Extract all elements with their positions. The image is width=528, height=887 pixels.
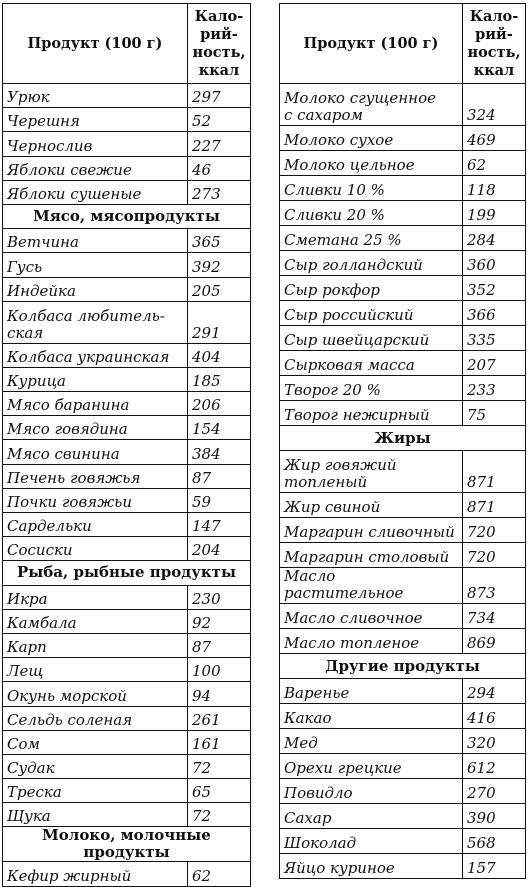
section-title: Мясо, мясопродукты [3,204,251,228]
product-name: Лещ [7,662,44,681]
calorie-value: 87 [188,464,251,488]
calorie-value: 469 [463,126,526,151]
calorie-value: 185 [188,367,251,391]
product-name: Мед [284,734,318,752]
table-row [3,682,251,706]
calorie-value: 734 [463,604,526,629]
product-name-cell [280,493,463,518]
product-column-header: Продукт (100 г) [3,4,188,84]
calorie-value: 72 [188,803,251,827]
table-row [3,156,251,180]
calorie-value: 284 [463,226,526,251]
table-row [280,543,526,568]
calorie-value: 871 [463,493,526,518]
calorie-value: 873 [463,568,526,604]
calorie-value: 157 [463,854,526,879]
product-column-header: Продукт (100 г) [280,4,463,84]
table-row [280,401,526,426]
section-header-row [280,426,526,451]
table-row [280,176,526,201]
table-row [3,277,251,301]
table-row [3,488,251,512]
product-name-cell [3,367,188,391]
table-row [280,351,526,376]
calorie-value: 404 [188,343,251,367]
product-name: Сахар [284,809,332,827]
product-name: Сыр российский [284,306,414,324]
calorie-value: 92 [188,609,251,633]
product-name: Гусь [7,257,43,276]
calorie-value: 273 [188,180,251,204]
product-name: Колбаса украинская [7,347,170,366]
product-name: ская [7,323,44,342]
table-row [3,803,251,827]
product-name: Повидло [284,784,353,802]
product-name: Урюк [7,88,50,107]
product-name: Сом [7,734,40,753]
product-name: Камбала [7,613,77,632]
product-name: Мясо баранина [7,396,130,415]
product-name: Масло растительное [284,567,404,602]
table-row [3,585,251,609]
table-row [3,343,251,367]
product-name-cell [3,392,188,416]
calorie-value: 206 [188,392,251,416]
product-name-cell [3,464,188,488]
calorie-value: 227 [188,132,251,156]
table-row [3,392,251,416]
product-name-cell [280,126,463,151]
section-header-row [3,204,251,228]
calorie-value: 118 [463,176,526,201]
product-name-cell [280,84,463,126]
product-name-cell [3,609,188,633]
product-name-cell [280,251,463,276]
product-name: Жир говяжий [284,456,397,474]
product-name-cell [3,156,188,180]
product-name: Печень говяжья [7,468,141,487]
product-name: Карп [7,638,47,657]
table-row [3,440,251,464]
table-row [280,754,526,779]
product-name: Варенье [284,684,350,702]
product-name: с сахаром [284,106,363,124]
table-row [280,226,526,251]
table-row [3,416,251,440]
product-name: Шоколад [284,834,357,852]
product-name-cell [3,132,188,156]
product-name: Сливки 10 % [284,181,385,199]
table-row [280,679,526,704]
product-name: Почки говяжьи [7,493,132,511]
product-name: Сосиски [7,541,73,560]
table-row [3,730,251,754]
product-name-cell [3,633,188,657]
calorie-value: 62 [463,151,526,176]
product-name-cell [280,226,463,251]
product-name: Масло сливочное [284,609,423,627]
product-name-cell [3,84,188,108]
calorie-value: 335 [463,326,526,351]
product-name-cell [3,253,188,277]
table-row [3,229,251,253]
product-name-cell [280,401,463,426]
table-row [280,201,526,226]
calorie-value: 147 [188,513,251,537]
product-name: Треска [7,783,62,802]
product-name: Окунь морской [7,686,127,705]
product-name: Творог 20 % [284,381,381,399]
product-name-cell [3,108,188,132]
calorie-value: 297 [188,84,251,108]
product-name-cell [280,376,463,401]
product-name-cell [280,276,463,301]
product-name-cell [280,729,463,754]
calorie-value: 869 [463,629,526,654]
calorie-value: 261 [188,706,251,730]
product-name: Молоко сгущенное [284,89,436,107]
product-name: Масло топленое [284,634,420,652]
product-name: Сыр швейцарский [284,331,430,349]
product-name-cell [280,568,463,604]
product-name-cell [3,537,188,561]
product-name: Мясо говядина [7,420,128,439]
product-name: Щука [7,807,51,826]
table-row [280,604,526,629]
product-name: Молоко сухое [284,131,394,149]
section-header-row [280,654,526,679]
product-name-cell [3,440,188,464]
table-row [3,779,251,803]
table-row [280,829,526,854]
product-name-cell [3,229,188,253]
section-title: Другие продукты [280,654,526,679]
product-name-cell [280,326,463,351]
product-name: Молоко цельное [284,156,415,174]
table-row [3,108,251,132]
product-name: Яйцо куриное [284,859,395,877]
product-name: Судак [7,759,55,778]
table-row [280,704,526,729]
table-row [280,151,526,176]
product-name: Яблоки свежие [7,160,132,179]
product-name-cell [3,180,188,204]
table-row [3,609,251,633]
table-row [280,84,526,126]
table-row [280,276,526,301]
section-title: Рыба, рыбные продукты [3,561,251,585]
product-name-cell [280,543,463,568]
table-row [280,326,526,351]
calorie-value: 294 [463,679,526,704]
product-name-cell [280,829,463,854]
product-name-cell [280,201,463,226]
product-name: Колбаса любитель- [7,306,165,325]
table-row [3,253,251,277]
product-name-cell [280,629,463,654]
table-row [280,451,526,493]
calorie-value: 87 [188,633,251,657]
product-name: Маргарин столовый [284,548,450,566]
product-name-cell [3,585,188,609]
calorie-value: 291 [188,301,251,343]
product-name: Орехи грецкие [284,759,402,777]
table-row [3,658,251,682]
calories-column-header: Кало- рий- ность, ккал [188,4,251,84]
product-name: Сыр голландский [284,256,423,274]
table-row [3,367,251,391]
table-row [280,854,526,879]
product-name-cell [3,754,188,778]
product-name-cell [3,488,188,512]
product-name-cell [3,513,188,537]
product-name-cell [280,176,463,201]
calorie-value: 320 [463,729,526,754]
product-name: топленый [284,473,368,491]
table-row [280,804,526,829]
section-header-row [3,827,251,862]
table-row [3,513,251,537]
section-title: Жиры [280,426,526,451]
product-name-cell [3,277,188,301]
table-header-row [280,4,526,84]
table-header-row [3,4,251,84]
calorie-value: 352 [463,276,526,301]
calorie-value: 204 [188,537,251,561]
calorie-value: 52 [188,108,251,132]
product-name: Ветчина [7,233,79,252]
calorie-value: 392 [188,253,251,277]
table-row [3,633,251,657]
calorie-value: 360 [463,251,526,276]
table-row [3,862,251,886]
product-name-cell [280,351,463,376]
calorie-value: 720 [463,518,526,543]
table-row [280,251,526,276]
calorie-value: 366 [463,301,526,326]
product-name: Маргарин сливочный [284,523,455,541]
product-name-cell [3,803,188,827]
product-name-cell [3,682,188,706]
calorie-value: 324 [463,84,526,126]
table-row [3,84,251,108]
calorie-value: 65 [188,779,251,803]
calorie-value: 154 [188,416,251,440]
product-name-cell [3,301,188,343]
product-name: Сливки 20 % [284,206,385,224]
calorie-value: 720 [463,543,526,568]
calorie-value: 207 [463,351,526,376]
calorie-table-right [279,3,526,879]
product-name: Яблоки сушеные [7,184,142,203]
section-header-row [3,561,251,585]
calorie-value: 94 [188,682,251,706]
table-row [3,464,251,488]
product-name-cell [3,416,188,440]
calorie-value: 365 [188,229,251,253]
calorie-value: 230 [188,585,251,609]
calorie-value: 871 [463,451,526,493]
calorie-value: 59 [188,488,251,512]
product-name: Мясо свинина [7,444,120,463]
calorie-value: 233 [463,376,526,401]
calorie-value: 612 [463,754,526,779]
calorie-value: 270 [463,779,526,804]
calorie-value: 416 [463,704,526,729]
calorie-value: 568 [463,829,526,854]
calorie-value: 72 [188,754,251,778]
product-name: Сырковая масса [284,356,415,374]
table-row [280,629,526,654]
calorie-value: 390 [463,804,526,829]
table-row [280,301,526,326]
product-name: Жир свиной [284,498,381,516]
calorie-value: 205 [188,277,251,301]
calorie-value: 75 [463,401,526,426]
product-name: Творог нежирный [284,406,430,424]
product-name: Сыр рокфор [284,281,381,299]
table-row [280,568,526,604]
product-name-cell [280,779,463,804]
table-row [280,779,526,804]
product-name-cell [280,518,463,543]
table-row [3,706,251,730]
table-row [3,301,251,343]
product-name: Курица [7,372,66,391]
product-name-cell [280,704,463,729]
product-name: Кефир жирный [7,866,132,885]
product-name: Чернослив [7,136,93,155]
table-row [3,132,251,156]
calories-column-header: Кало- рий- ность, ккал [463,4,526,84]
table-row [280,518,526,543]
product-name-cell [280,854,463,879]
product-name: Какао [284,709,332,727]
product-name-cell [3,706,188,730]
product-name: Индейка [7,281,76,300]
table-row [3,537,251,561]
section-title: Молоко, молочные продукты [3,827,251,862]
calorie-value: 161 [188,730,251,754]
product-name-cell [280,451,463,493]
table-row [280,126,526,151]
product-name-cell [3,658,188,682]
product-name-cell [3,343,188,367]
product-name-cell [280,679,463,704]
product-name: Сардельки [7,517,92,536]
product-name-cell [3,862,188,886]
calorie-value: 62 [188,862,251,886]
product-name-cell [280,804,463,829]
table-row [3,180,251,204]
product-name-cell [3,779,188,803]
product-name: Сельдь соленая [7,710,133,729]
product-name-cell [280,151,463,176]
product-name-cell [280,754,463,779]
calorie-value: 384 [188,440,251,464]
table-row [280,376,526,401]
calorie-value: 46 [188,156,251,180]
product-name-cell [280,604,463,629]
product-name: Черешня [7,112,80,131]
product-name-cell [280,301,463,326]
calorie-value: 199 [463,201,526,226]
product-name: Сметана 25 % [284,231,402,249]
calorie-value: 100 [188,658,251,682]
table-row [280,493,526,518]
product-name-cell [3,730,188,754]
table-row [280,729,526,754]
table-row [3,754,251,778]
product-name: Икра [7,589,48,608]
calorie-table-left [2,3,251,887]
